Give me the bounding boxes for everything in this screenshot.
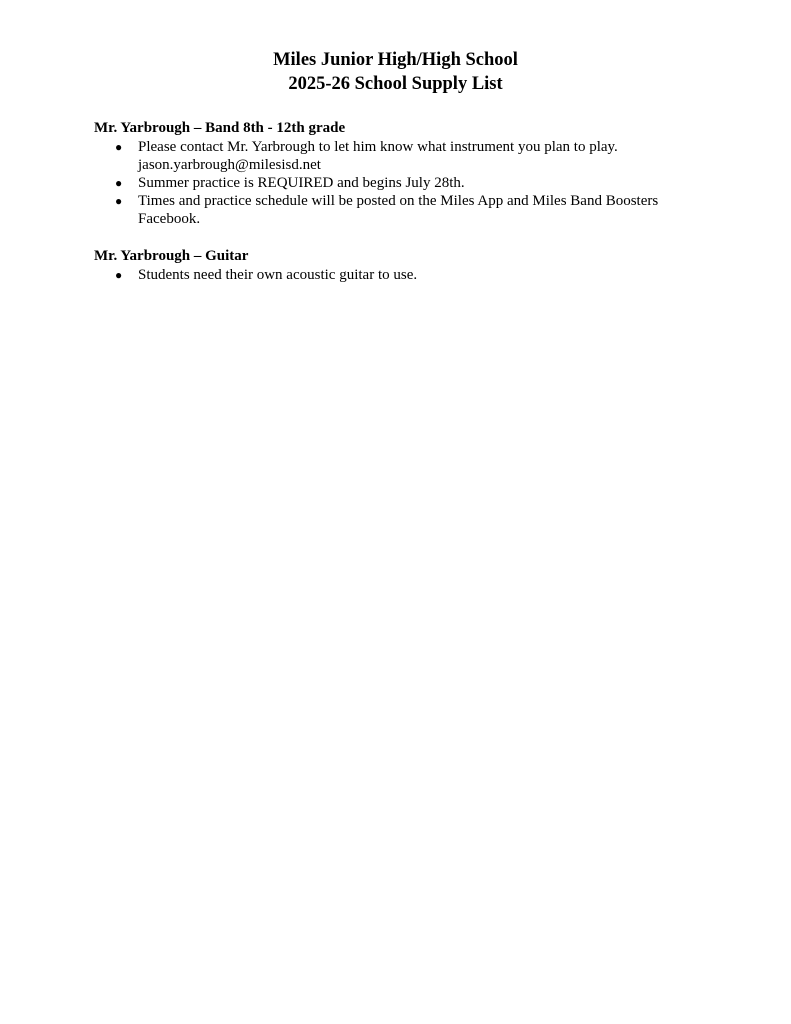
section-heading-band: Mr. Yarbrough – Band 8th - 12th grade [94, 120, 346, 136]
document-body [94, 119, 714, 303]
list-item [94, 138, 714, 174]
list-item-text-continued: Facebook. [138, 211, 201, 227]
school-name-heading: Miles Junior High/High School [273, 50, 518, 70]
bullet-icon: ● [115, 140, 123, 154]
list-item-text: Please contact Mr. Yarbrough to let him know what instrument you plan to play. [138, 139, 618, 155]
contact-email-link[interactable]: jason.yarbrough@milesisd.net [138, 157, 321, 173]
band-bullet-list [94, 138, 714, 228]
bullet-icon: ● [115, 176, 123, 190]
section-heading-guitar: Mr. Yarbrough – Guitar [94, 248, 249, 264]
supply-list-heading: 2025-26 School Supply List [288, 74, 503, 94]
section-band [94, 119, 714, 228]
list-item [94, 174, 714, 192]
list-item [94, 266, 714, 284]
section-guitar [94, 247, 714, 284]
bullet-icon: ● [115, 268, 123, 282]
list-item-text: Times and practice schedule will be posted on the Miles App and Miles Band Boosters [138, 193, 659, 209]
bullet-icon: ● [115, 194, 123, 208]
list-item [94, 192, 714, 228]
guitar-bullet-list [94, 266, 714, 284]
list-item-text: Students need their own acoustic guitar to use. [138, 267, 418, 283]
list-item-text: Summer practice is REQUIRED and begins July 28th. [138, 175, 465, 191]
document-title [0, 48, 791, 96]
